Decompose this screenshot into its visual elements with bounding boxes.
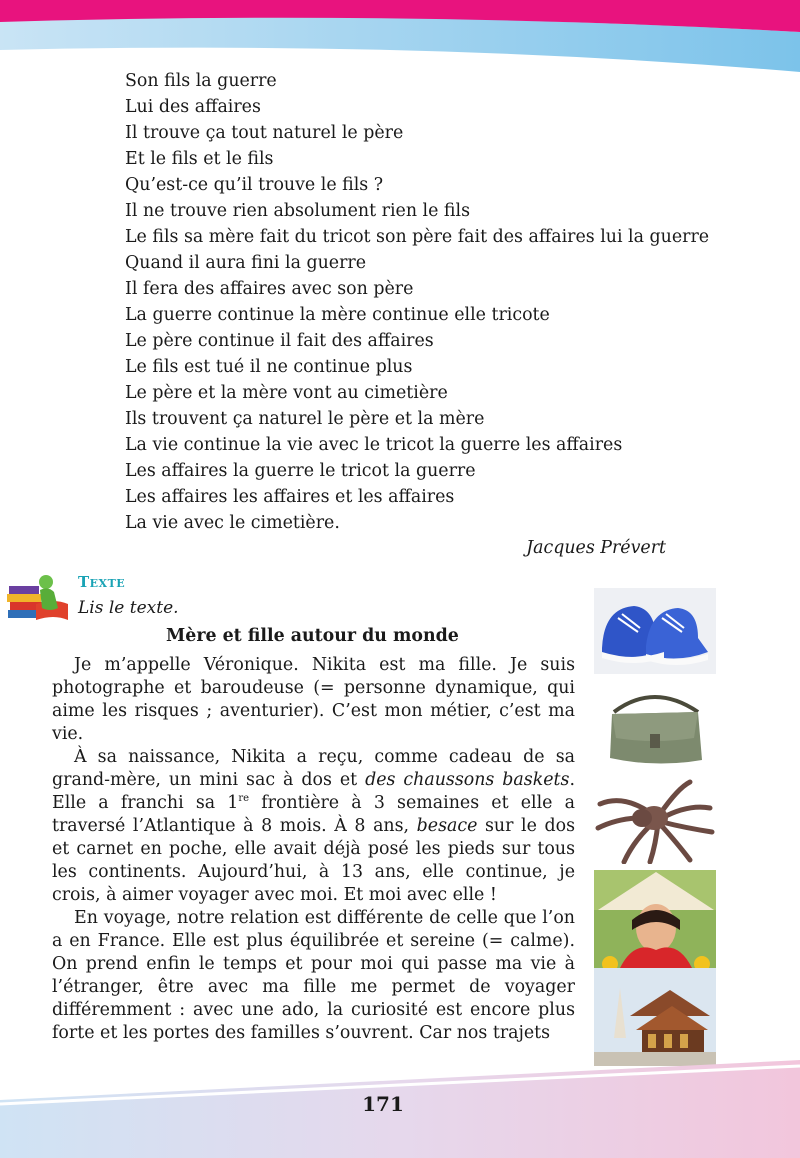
baby-sneakers-photo bbox=[594, 588, 716, 674]
paragraph: En voyage, notre relation est différente de celle que l’on a en France. Elle est plus équilibrée et sereine (= calme). On prend enfin le temps et pour moi qui passe ma vie à l’étranger, être avec ma fille me permet de voyager différemment : avec une ado, la curiosité est encore plus forte et les portes des familles s’ouvrent. Car nos trajets bbox=[52, 908, 575, 1043]
paragraph-segment: À sa naissance, Nikita a reçu, comme cadeau de sa grand-mère, un mini sac à dos et bbox=[52, 747, 575, 790]
poem-line: Lui des affaires bbox=[125, 97, 261, 117]
books-reading-icon bbox=[6, 574, 72, 626]
poem-line: Le père et la mère vont au cimetière bbox=[125, 383, 448, 403]
paragraph-segment: sur le dos et carnet en poche, elle avait déjà posé les pieds sur tous les continents. Aujourd’hui, à 13 ans, elle continue, je crois, à aimer voyager avec moi. Et moi avec elle ! bbox=[52, 816, 575, 905]
poem-line: Qu’est-ce qu’il trouve le fils ? bbox=[125, 175, 384, 195]
page-number: 171 bbox=[362, 1092, 404, 1116]
poem-line: La vie avec le cimetière. bbox=[125, 513, 340, 533]
italic-term: des chaussons baskets bbox=[365, 770, 570, 790]
poem-line: Il ne trouve rien absolument rien le fils bbox=[125, 201, 471, 221]
poem-line: Et le fils et le fils bbox=[125, 149, 274, 169]
poem-line: Quand il aura fini la guerre bbox=[125, 253, 367, 273]
ordinal-superscript: re bbox=[238, 793, 250, 805]
poem-line: La vie continue la vie avec le tricot la guerre les affaires bbox=[125, 435, 623, 455]
girl-conical-hat-photo bbox=[594, 870, 716, 968]
temple-photo bbox=[594, 968, 716, 1066]
poem-line: Les affaires les affaires et les affaires bbox=[125, 487, 455, 507]
poem-line: Le fils est tué il ne continue plus bbox=[125, 357, 413, 377]
italic-term: besace bbox=[416, 816, 478, 836]
poem-line: Ils trouvent ça naturel le père et la mère bbox=[125, 409, 485, 429]
poem-line: Son fils la guerre bbox=[125, 71, 277, 91]
text-title: Mère et fille autour du monde bbox=[166, 626, 459, 646]
shoulder-bag-photo bbox=[594, 682, 716, 772]
poem-line: Le père continue il fait des affaires bbox=[125, 331, 434, 351]
paragraph-segment: . Elle a franchi sa 1 bbox=[52, 770, 575, 813]
poem bbox=[125, 68, 745, 536]
poem-line: Il fera des affaires avec son père bbox=[125, 279, 414, 299]
paragraph-segment: frontière à 3 semaines et elle a traversé l’Atlantique à 8 mois. À 8 ans, bbox=[52, 793, 575, 836]
poem-line: Les affaires la guerre le tricot la guerre bbox=[125, 461, 476, 481]
body-text bbox=[52, 654, 575, 1045]
section-label: Texte bbox=[78, 573, 126, 591]
instruction: Lis le texte. bbox=[78, 598, 179, 618]
poem-line: Le fils sa mère fait du tricot son père fait des affaires lui la guerre bbox=[125, 227, 710, 247]
poem-line: La guerre continue la mère continue elle tricote bbox=[125, 305, 550, 325]
poem-author: Jacques Prévert bbox=[526, 538, 666, 558]
paragraph: Je m’appelle Véronique. Nikita est ma fille. Je suis photographe et baroudeuse (= personne dynamique, qui aime les risques ; aventurier). C’est mon métier, c’est ma vie. bbox=[52, 655, 575, 744]
tarantula-photo bbox=[594, 774, 716, 864]
poem-line: Il trouve ça tout naturel le père bbox=[125, 123, 404, 143]
paragraph bbox=[52, 746, 575, 907]
